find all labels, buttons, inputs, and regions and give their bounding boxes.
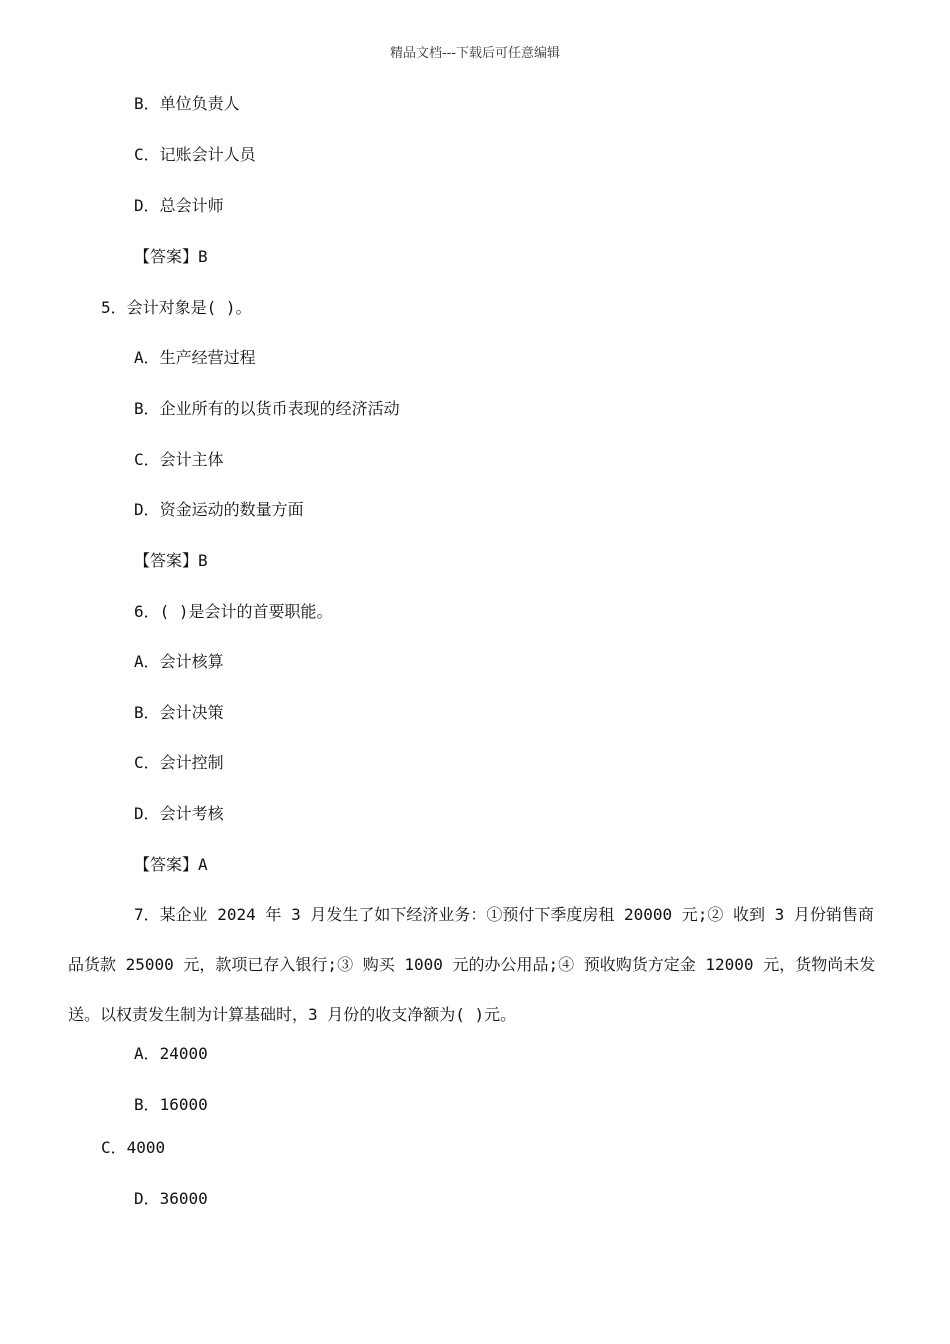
answer-q6: 【答案】A <box>134 855 208 874</box>
option-a-q7: A．24000 <box>134 1044 208 1063</box>
question-7-text: 7．某企业 2024 年 3 月发生了如下经济业务：①预付下季度房租 20000 元;② 收到 3 月份销售商品货款 25000 元，款项已存入银行;③ 购买 1000 元的办公用品;④ 预收购货方定金 12000 元，货物尚未发送。以权责发生制为计算基础时，3 月份的收支净额为( )元。 <box>68 905 876 1024</box>
option-a-q5: A．生产经营过程 <box>134 348 256 367</box>
option-d-q5: D．资金运动的数量方面 <box>134 500 304 519</box>
question-5: 5．会计对象是( )。 <box>101 298 252 317</box>
option-c-q7: C．4000 <box>101 1138 166 1157</box>
option-c-q4: C．记账会计人员 <box>134 145 256 164</box>
answer-q5: 【答案】B <box>134 551 208 570</box>
option-d-q4: D．总会计师 <box>134 196 224 215</box>
page-header: 精品文档---下载后可任意编辑 <box>389 46 561 61</box>
option-d-q7: D．36000 <box>134 1189 208 1208</box>
answer-q4: 【答案】B <box>134 247 208 266</box>
question-7 <box>68 890 884 1040</box>
option-c-q5: C．会计主体 <box>134 450 224 469</box>
question-6: 6．( )是会计的首要职能。 <box>134 602 333 621</box>
option-a-q6: A．会计核算 <box>134 652 224 671</box>
option-b-q7: B．16000 <box>134 1095 208 1114</box>
option-b-q4: B．单位负责人 <box>134 94 240 113</box>
option-d-q6: D．会计考核 <box>134 804 224 823</box>
option-b-q6: B．会计决策 <box>134 703 224 722</box>
option-b-q5: B．企业所有的以货币表现的经济活动 <box>134 399 400 418</box>
option-c-q6: C．会计控制 <box>134 753 224 772</box>
